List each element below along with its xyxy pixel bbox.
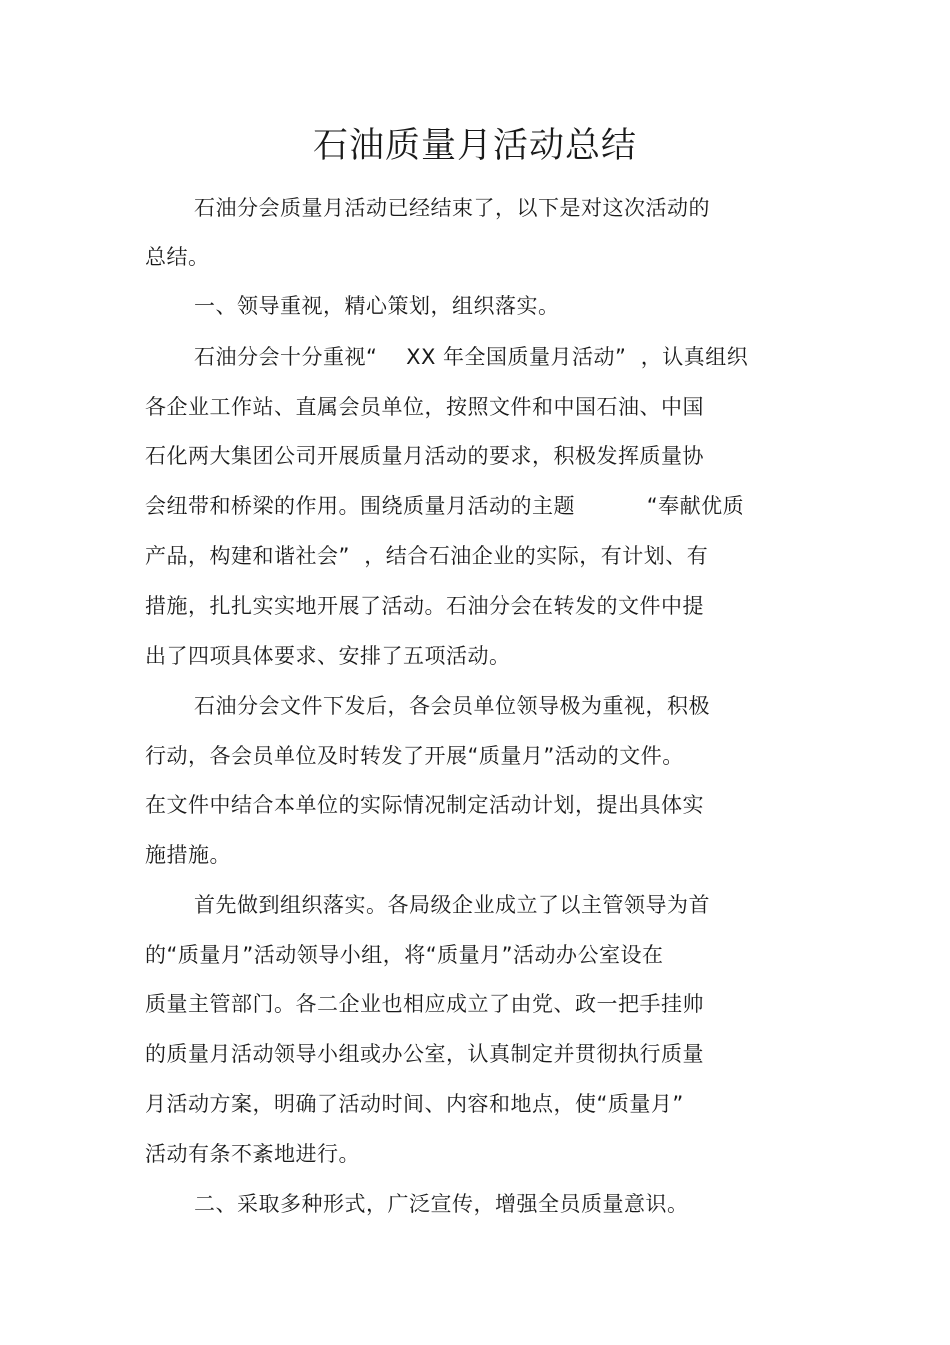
- paragraph-line: 总结。: [145, 245, 210, 269]
- paragraph-line: 的质量月活动领导小组或办公室，认真制定并贯彻执行质量: [145, 1042, 704, 1066]
- document-title: 石油质量月活动总结: [312, 126, 637, 166]
- paragraph-line: 产品，构建和谐社会” ，结合石油企业的实际，有计划、有: [145, 544, 709, 568]
- paragraph-line: 石油分会质量月活动已经结束了，以下是对这次活动的: [194, 196, 710, 220]
- paragraph-line: 石油分会文件下发后，各会员单位领导极为重视，积极: [194, 694, 710, 718]
- paragraph-line: 会纽带和桥梁的作用。围绕质量月活动的主题 “奉献优质: [145, 494, 745, 518]
- paragraph-line: 月活动方案，明确了活动时间、内容和地点，使“质量月”: [145, 1092, 684, 1116]
- section-heading: 二、采取多种形式，广泛宣传，增强全员质量意识。: [194, 1192, 689, 1216]
- paragraph-line: 质量主管部门。各二企业也相应成立了由党、政一把手挂帅: [145, 992, 704, 1016]
- paragraph-line: 各企业工作站、直属会员单位，按照文件和中国石油、中国: [145, 395, 704, 419]
- paragraph-line: 石油分会十分重视“ XX 年全国质量月活动” ，认真组织: [194, 345, 749, 369]
- paragraph-line: 出了四项具体要求、安排了五项活动。: [145, 644, 511, 668]
- paragraph-line: 的“质量月”活动领导小组，将“质量月”活动办公室设在: [145, 943, 664, 967]
- paragraph-line: 首先做到组织落实。各局级企业成立了以主管领导为首: [194, 893, 710, 917]
- paragraph-line: 措施，扎扎实实地开展了活动。石油分会在转发的文件中提: [145, 594, 704, 618]
- paragraph-line: 石化两大集团公司开展质量月活动的要求，积极发挥质量协: [145, 444, 704, 468]
- paragraph-line: 行动，各会员单位及时转发了开展“质量月”活动的文件。: [145, 744, 684, 768]
- paragraph-line: 活动有条不紊地进行。: [145, 1142, 360, 1166]
- paragraph-line: 施措施。: [145, 843, 231, 867]
- paragraph-line: 在文件中结合本单位的实际情况制定活动计划，提出具体实: [145, 793, 704, 817]
- section-heading: 一、领导重视，精心策划，组织落实。: [194, 294, 560, 318]
